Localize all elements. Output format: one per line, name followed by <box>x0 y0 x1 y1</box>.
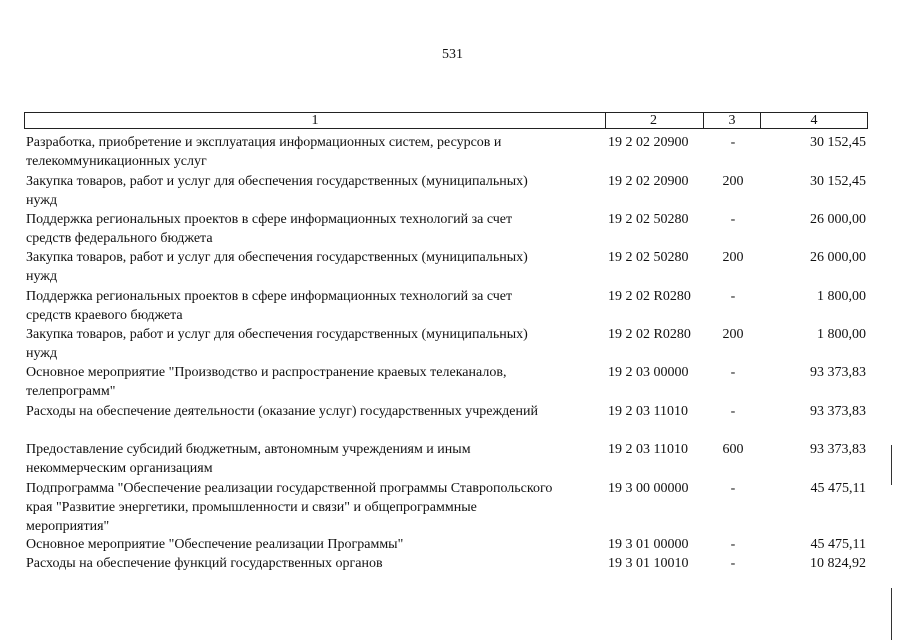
row-vr: - <box>730 556 736 571</box>
row-name-line: Расходы на обеспечение деятельности (оказание услуг) государственных учреждений <box>26 404 538 419</box>
page-number: 531 <box>442 47 463 62</box>
row-code: 19 2 02 50280 <box>608 212 689 227</box>
row-amount: 93 373,83 <box>810 365 866 380</box>
row-name-line: нужд <box>26 269 58 284</box>
row-amount: 45 475,11 <box>810 537 866 552</box>
row-name <box>26 554 606 573</box>
row-code: 19 2 02 R0280 <box>608 289 691 304</box>
row-name-line: средств федерального бюджета <box>26 231 213 246</box>
row-name-line: некоммерческим организациям <box>26 461 213 476</box>
row-name <box>26 535 606 554</box>
row-vr: - <box>730 289 736 304</box>
row-name <box>26 402 606 421</box>
row-amount: 45 475,11 <box>810 481 866 496</box>
row-name-line: Подпрограмма "Обеспечение реализации государственной программы Ставропольского <box>26 481 553 496</box>
row-name <box>26 133 606 171</box>
row-name-line: Поддержка региональных проектов в сфере информационных технологий за счет <box>26 212 513 227</box>
row-vr: - <box>730 365 736 380</box>
row-vr: - <box>730 135 736 150</box>
row-code: 19 3 01 10010 <box>608 556 689 571</box>
row-name-line: средств краевого бюджета <box>26 308 183 323</box>
row-name-line: мероприятия" <box>26 519 110 534</box>
row-name <box>26 248 606 286</box>
row-name-line: Закупка товаров, работ и услуг для обеспечения государственных (муниципальных) <box>26 174 528 189</box>
row-code: 19 2 02 50280 <box>608 250 689 265</box>
row-code: 19 2 03 11010 <box>608 404 688 419</box>
row-code: 19 3 00 00000 <box>608 481 689 496</box>
row-name-line: Расходы на обеспечение функций государственных органов <box>26 556 383 571</box>
row-name-line: края "Развитие энергетики, промышленности и связи" и общепрограммные <box>26 500 477 515</box>
row-name <box>26 325 606 363</box>
row-amount: 30 152,45 <box>810 174 866 189</box>
row-name-line: Закупка товаров, работ и услуг для обеспечения государственных (муниципальных) <box>26 250 528 265</box>
row-name-line: телепрограмм" <box>26 384 116 399</box>
row-name-line: телекоммуникационных услуг <box>26 154 207 169</box>
row-name <box>26 210 606 248</box>
row-amount: 26 000,00 <box>810 250 866 265</box>
row-name-line: Основное мероприятие "Обеспечение реализации Программы" <box>26 537 404 552</box>
row-name-line: Поддержка региональных проектов в сфере информационных технологий за счет <box>26 289 513 304</box>
header-col-3: 3 <box>704 112 761 129</box>
row-name <box>26 172 606 210</box>
row-name <box>26 363 606 401</box>
row-vr: - <box>730 212 736 227</box>
row-code: 19 2 02 R0280 <box>608 327 691 342</box>
row-amount: 93 373,83 <box>810 404 866 419</box>
row-code: 19 2 02 20900 <box>608 174 689 189</box>
row-amount: 30 152,45 <box>810 135 866 150</box>
row-vr: 200 <box>722 250 744 265</box>
row-amount: 10 824,92 <box>810 556 866 571</box>
row-name-line: Основное мероприятие "Производство и распространение краевых телеканалов, <box>26 365 507 380</box>
row-code: 19 2 03 11010 <box>608 442 688 457</box>
row-code: 19 3 01 00000 <box>608 537 689 552</box>
row-vr: - <box>730 537 736 552</box>
row-name-line: Закупка товаров, работ и услуг для обеспечения государственных (муниципальных) <box>26 327 528 342</box>
scan-edge-line-upper <box>891 445 892 485</box>
row-vr: 200 <box>722 174 744 189</box>
header-col-1: 1 <box>24 112 606 129</box>
row-amount: 1 800,00 <box>817 327 866 342</box>
row-name-line: Разработка, приобретение и эксплуатация информационных систем, ресурсов и <box>26 135 502 150</box>
row-vr: 600 <box>722 442 744 457</box>
row-name <box>26 479 606 536</box>
row-amount: 93 373,83 <box>810 442 866 457</box>
scan-edge-line-lower <box>891 588 892 640</box>
row-amount: 1 800,00 <box>817 289 866 304</box>
row-name <box>26 440 606 478</box>
row-code: 19 2 02 20900 <box>608 135 689 150</box>
header-col-2: 2 <box>604 112 704 129</box>
row-name-line: нужд <box>26 193 58 208</box>
row-name-line: нужд <box>26 346 58 361</box>
row-vr: - <box>730 404 736 419</box>
row-name-line: Предоставление субсидий бюджетным, автономным учреждениям и иным <box>26 442 471 457</box>
header-col-4: 4 <box>761 112 868 129</box>
row-vr: 200 <box>722 327 744 342</box>
row-name <box>26 287 606 325</box>
row-vr: - <box>730 481 736 496</box>
row-amount: 26 000,00 <box>810 212 866 227</box>
row-code: 19 2 03 00000 <box>608 365 689 380</box>
